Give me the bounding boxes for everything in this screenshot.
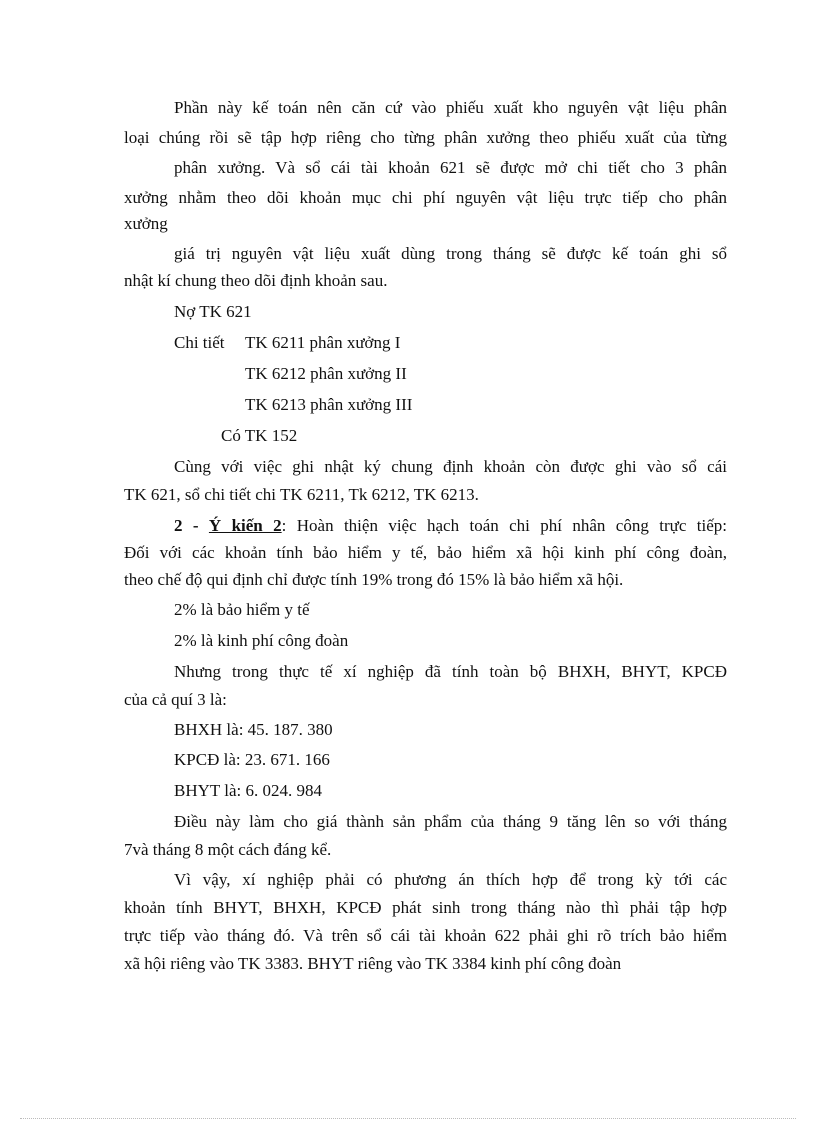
paragraph-6-line-4: xã hội riêng vào TK 3383. BHYT riêng vào TK 3384 kinh phí công đoàn	[124, 954, 622, 973]
entry-detail-label: Chi tiết	[174, 333, 225, 352]
amount-bhyt: BHYT là: 6. 024. 984	[174, 781, 322, 800]
paragraph-6-line-1: Vì vậy, xí nghiệp phải có phương án thích hợp để trong kỳ tới các	[174, 870, 727, 889]
entry-detail-1: TK 6211 phân xưởng I	[245, 333, 401, 352]
paragraph-4-line-2: của cả quí 3 là:	[124, 690, 227, 709]
amount-bhxh: BHXH là: 45. 187. 380	[174, 720, 333, 739]
paragraph-5-line-2: 7và tháng 8 một cách đáng kể.	[124, 840, 332, 859]
paragraph-1-line-4: xưởng nhằm theo dõi khoản mục chi phí nguyên vật liệu trực tiếp cho phân	[124, 188, 727, 207]
entry-credit: Có TK 152	[221, 426, 298, 445]
paragraph-1-line-3: phân xưởng. Và sổ cái tài khoản 621 sẽ được mở chi tiết cho 3 phân	[174, 158, 727, 177]
page-bottom-divider	[20, 1118, 796, 1119]
opinion-2-line-2: Đối với các khoản tính bảo hiểm y tế, bảo hiểm xã hội kinh phí công đoàn,	[124, 543, 727, 562]
entry-detail-3: TK 6213 phân xưởng III	[245, 395, 413, 414]
entry-debit: Nợ TK 621	[174, 302, 252, 321]
paragraph-5-line-1: Điều này làm cho giá thành sản phẩm của tháng 9 tăng lên so với tháng	[174, 812, 727, 831]
entry-detail-2: TK 6212 phân xưởng II	[245, 364, 407, 383]
paragraph-6-line-2: khoản tính BHYT, BHXH, KPCĐ phát sinh trong tháng nào thì phải tập hợp	[124, 898, 727, 917]
opinion-2-line-4: 2% là bảo hiểm y tế	[174, 600, 310, 619]
amount-kpcd: KPCĐ là: 23. 671. 166	[174, 750, 330, 769]
paragraph-1-line-2: loại chúng rồi sẽ tập hợp riêng cho từng phân xưởng theo phiếu xuất của từng	[124, 128, 727, 147]
opinion-2-number: 2 -	[174, 516, 209, 535]
paragraph-1-line-1: Phần này kế toán nên căn cứ vào phiếu xuất kho nguyên vật liệu phân	[174, 98, 727, 117]
paragraph-4-line-1: Nhưng trong thực tế xí nghiệp đã tính toàn bộ BHXH, BHYT, KPCĐ	[174, 662, 727, 681]
paragraph-3-line-2: TK 621, sổ chi tiết chi TK 6211, Tk 6212, TK 6213.	[124, 485, 479, 504]
opinion-2-line-3: theo chế độ qui định chỉ được tính 19% trong đó 15% là bảo hiểm xã hội.	[124, 570, 624, 589]
opinion-2-heading-line	[174, 515, 727, 537]
opinion-2-line-1-rest: : Hoàn thiện việc hạch toán chi phí nhân công trực tiếp:	[281, 516, 727, 535]
opinion-2-title: Ý kiến 2	[208, 516, 282, 535]
paragraph-1-line-5: xưởng	[124, 214, 168, 233]
paragraph-3-line-1: Cùng với việc ghi nhật ký chung định khoản còn được ghi vào sổ cái	[174, 457, 727, 476]
paragraph-2-line-1: giá trị nguyên vật liệu xuất dùng trong tháng sẽ được kế toán ghi sổ	[174, 244, 727, 263]
paragraph-6-line-3: trực tiếp vào tháng đó. Và trên sổ cái tài khoản 622 phải ghi rõ trích bảo hiểm	[124, 926, 727, 945]
opinion-2-line-5: 2% là kinh phí công đoàn	[174, 631, 349, 650]
paragraph-2-line-2: nhật kí chung theo dõi định khoản sau.	[124, 271, 388, 290]
